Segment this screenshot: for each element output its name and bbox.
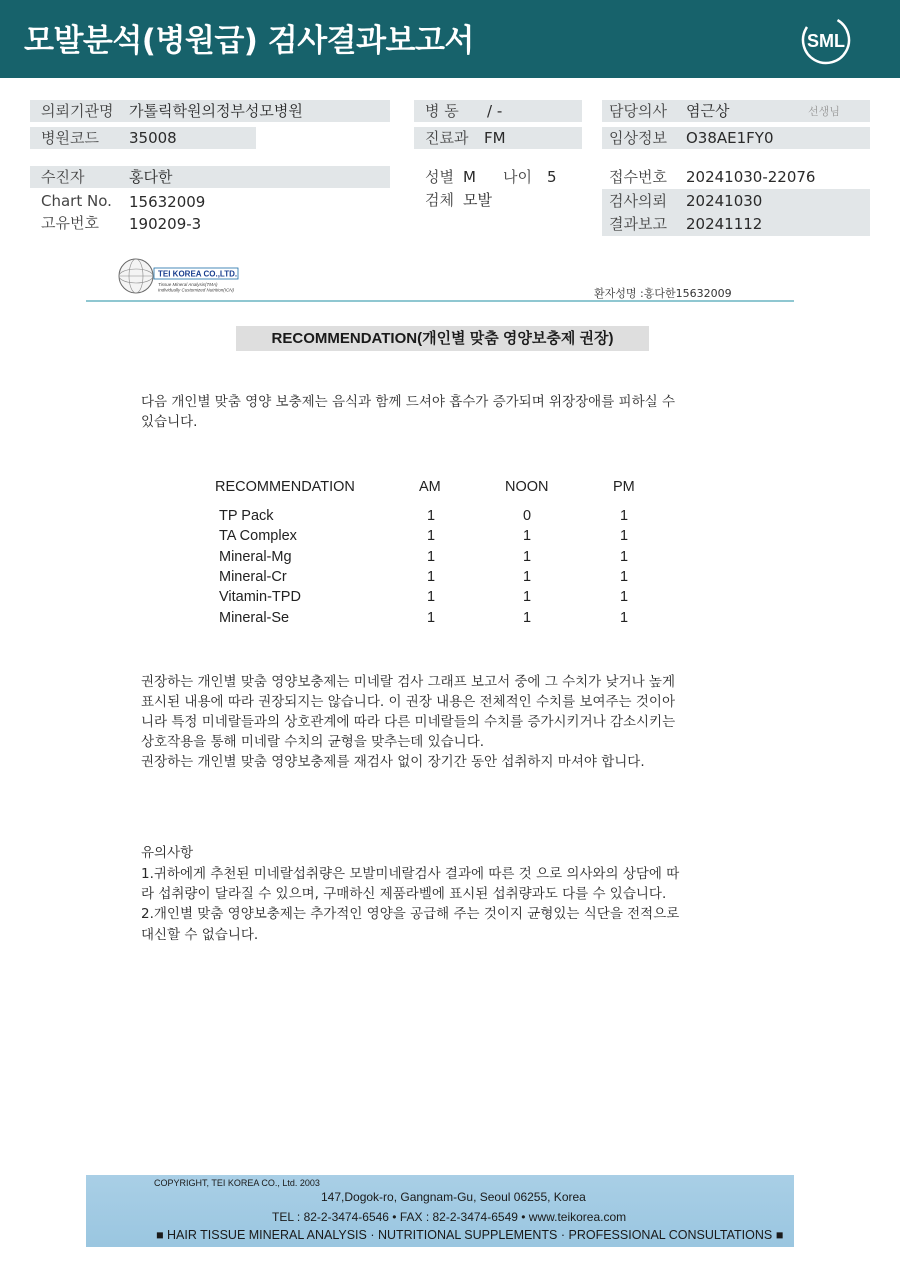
table-cell-pm: 1 xyxy=(619,569,629,585)
table-cell-noon: 1 xyxy=(522,610,532,626)
footer-copyright: COPYRIGHT, TEI KOREA CO., Ltd. 2003 xyxy=(154,1178,320,1188)
hospital-code-value: 35008 xyxy=(129,129,177,147)
table-cell-pm: 1 xyxy=(619,508,629,524)
patient-value: 홍다한 xyxy=(129,168,173,186)
table-cell-noon: 1 xyxy=(522,589,532,605)
body-line-3: 니라 특정 미네랄들과의 상호관계에 따라 다른 미네랄들의 수치를 증가시키거나 감소시키는 xyxy=(141,714,676,730)
table-cell-noon: 1 xyxy=(522,549,532,565)
age-label: 나이 xyxy=(503,168,532,186)
doctor-suffix: 선생님 xyxy=(808,105,840,118)
institution-label: 의뢰기관명 xyxy=(41,102,114,120)
recommendation-title: RECOMMENDATION(개인별 맞춤 영양보충제 권장) xyxy=(271,330,614,347)
table-row xyxy=(0,587,900,607)
body-line-1: 권장하는 개인별 맞춤 영양보충제는 미네랄 검사 그래프 보고서 중에 그 수치가 낮거나 높게 xyxy=(141,674,676,690)
hospital-code-label: 병원코드 xyxy=(41,129,99,147)
table-cell-am: 1 xyxy=(426,549,436,565)
table-cell-product: Mineral-Cr xyxy=(219,569,287,585)
table-cell-pm: 1 xyxy=(619,549,629,565)
report-header xyxy=(0,0,900,78)
body-line-5: 권장하는 개인별 맞춤 영양보충제를 재검사 없이 장기간 동안 섭취하지 마셔야 합니다. xyxy=(141,754,645,770)
divider-line xyxy=(86,300,794,302)
table-cell-product: Vitamin-TPD xyxy=(219,589,301,605)
specimen-value: 모발 xyxy=(463,191,492,209)
table-row xyxy=(0,567,900,587)
chart-value: 15632009 xyxy=(129,193,206,211)
unique-id-value: 190209-3 xyxy=(129,215,202,233)
ward-value: / - xyxy=(487,102,503,120)
institution-value: 가톨릭학원의정부성모병원 xyxy=(129,102,303,120)
tei-logo-main: TEI KOREA CO.,LTD. xyxy=(158,269,238,279)
table-header-pm: PM xyxy=(613,479,635,495)
sml-logo-icon xyxy=(800,14,852,66)
notes-heading: 유의사항 xyxy=(141,845,194,861)
sml-logo-text: SML xyxy=(807,31,845,51)
table-row xyxy=(0,506,900,526)
receipt-value: 20241030-22076 xyxy=(686,168,816,186)
clinical-label: 임상정보 xyxy=(609,129,667,147)
table-cell-pm: 1 xyxy=(619,610,629,626)
clinical-value: O38AE1FY0 xyxy=(686,129,774,147)
dept-label: 진료과 xyxy=(425,129,469,147)
body-line-2: 표시된 내용에 따라 권장되지는 않습니다. 이 권장 내용은 전체적인 수치를 보여주는 것이아 xyxy=(141,694,676,710)
table-cell-noon: 0 xyxy=(522,508,532,524)
doctor-value: 염근상 xyxy=(686,102,730,120)
table-cell-pm: 1 xyxy=(619,528,629,544)
sex-label: 성별 xyxy=(425,168,454,186)
table-header-recommendation: RECOMMENDATION xyxy=(215,479,355,495)
table-row xyxy=(0,547,900,567)
chart-label: Chart No. xyxy=(41,192,112,210)
table-cell-am: 1 xyxy=(426,610,436,626)
table-header-am: AM xyxy=(419,479,441,495)
notes-line-2: 라 섭취량이 달라질 수 있으며, 구매하신 제품라벨에 표시된 섭취량과도 다를 수 있습니다. xyxy=(141,886,667,902)
age-value: 5 xyxy=(547,168,557,186)
table-row xyxy=(0,608,900,628)
footer-address: 147,Dogok-ro, Gangnam-Gu, Seoul 06255, Korea xyxy=(321,1190,586,1204)
specimen-label: 검체 xyxy=(425,191,454,209)
table-cell-product: TP Pack xyxy=(219,508,274,524)
table-row xyxy=(0,526,900,546)
table-cell-am: 1 xyxy=(426,508,436,524)
intro-line-2: 있습니다. xyxy=(141,414,198,430)
notes-line-4: 대신할 수 없습니다. xyxy=(141,927,259,943)
report-title: 모발분석(병원급) 검사결과보고서 xyxy=(24,23,474,59)
body-line-4: 상호작용을 통해 미네랄 수치의 균형을 맞추는데 있습니다. xyxy=(141,734,485,750)
footer-contact: TEL : 82-2-3474-6546 • FAX : 82-2-3474-6549 • www.teikorea.com xyxy=(272,1210,627,1224)
notes-line-1: 1.귀하에게 추천된 미네랄섭취량은 모발미네랄검사 결과에 따른 것 으로 의사와의 상담에 따 xyxy=(141,866,680,882)
tei-logo-sub1: Tissue Mineral Analysis(TMA) xyxy=(158,282,218,287)
table-cell-am: 1 xyxy=(426,528,436,544)
intro-line-1: 다음 개인별 맞춤 영양 보충제는 음식과 함께 드셔야 흡수가 증가되며 위장장애를 피하실 수 xyxy=(141,394,676,410)
patient-label: 수진자 xyxy=(41,168,85,186)
table-cell-product: Mineral-Se xyxy=(219,610,290,626)
unique-id-label: 고유번호 xyxy=(41,214,99,232)
report-value: 20241112 xyxy=(686,215,763,233)
doctor-label: 담당의사 xyxy=(609,102,667,120)
tei-korea-logo xyxy=(118,256,244,296)
request-value: 20241030 xyxy=(686,192,763,210)
report-label: 결과보고 xyxy=(609,215,667,233)
table-cell-product: TA Complex xyxy=(219,528,297,544)
sex-value: M xyxy=(463,168,476,186)
table-cell-noon: 1 xyxy=(522,569,532,585)
tei-logo-sub2: Individually Customized Nutrition(ICN) xyxy=(158,287,235,293)
table-cell-product: Mineral-Mg xyxy=(219,549,292,565)
table-cell-am: 1 xyxy=(426,589,436,605)
ward-label: 병 동 xyxy=(425,102,459,120)
receipt-label: 접수번호 xyxy=(609,168,667,186)
footer-services: ■ HAIR TISSUE MINERAL ANALYSIS · NUTRITIONAL SUPPLEMENTS · PROFESSIONAL CONSULTATIONS ■ xyxy=(156,1228,784,1242)
patient-name-note: 환자성명 :홍다한15632009 xyxy=(594,287,732,300)
table-cell-am: 1 xyxy=(426,569,436,585)
table-cell-noon: 1 xyxy=(522,528,532,544)
footer-banner xyxy=(86,1175,794,1247)
notes-line-3: 2.개인별 맞춤 영양보충제는 추가적인 영양을 공급해 주는 것이지 균형있는 식단을 전적으로 xyxy=(141,906,680,922)
dept-value: FM xyxy=(484,129,506,147)
table-header-noon: NOON xyxy=(505,479,549,495)
table-cell-pm: 1 xyxy=(619,589,629,605)
request-label: 검사의뢰 xyxy=(609,192,667,210)
